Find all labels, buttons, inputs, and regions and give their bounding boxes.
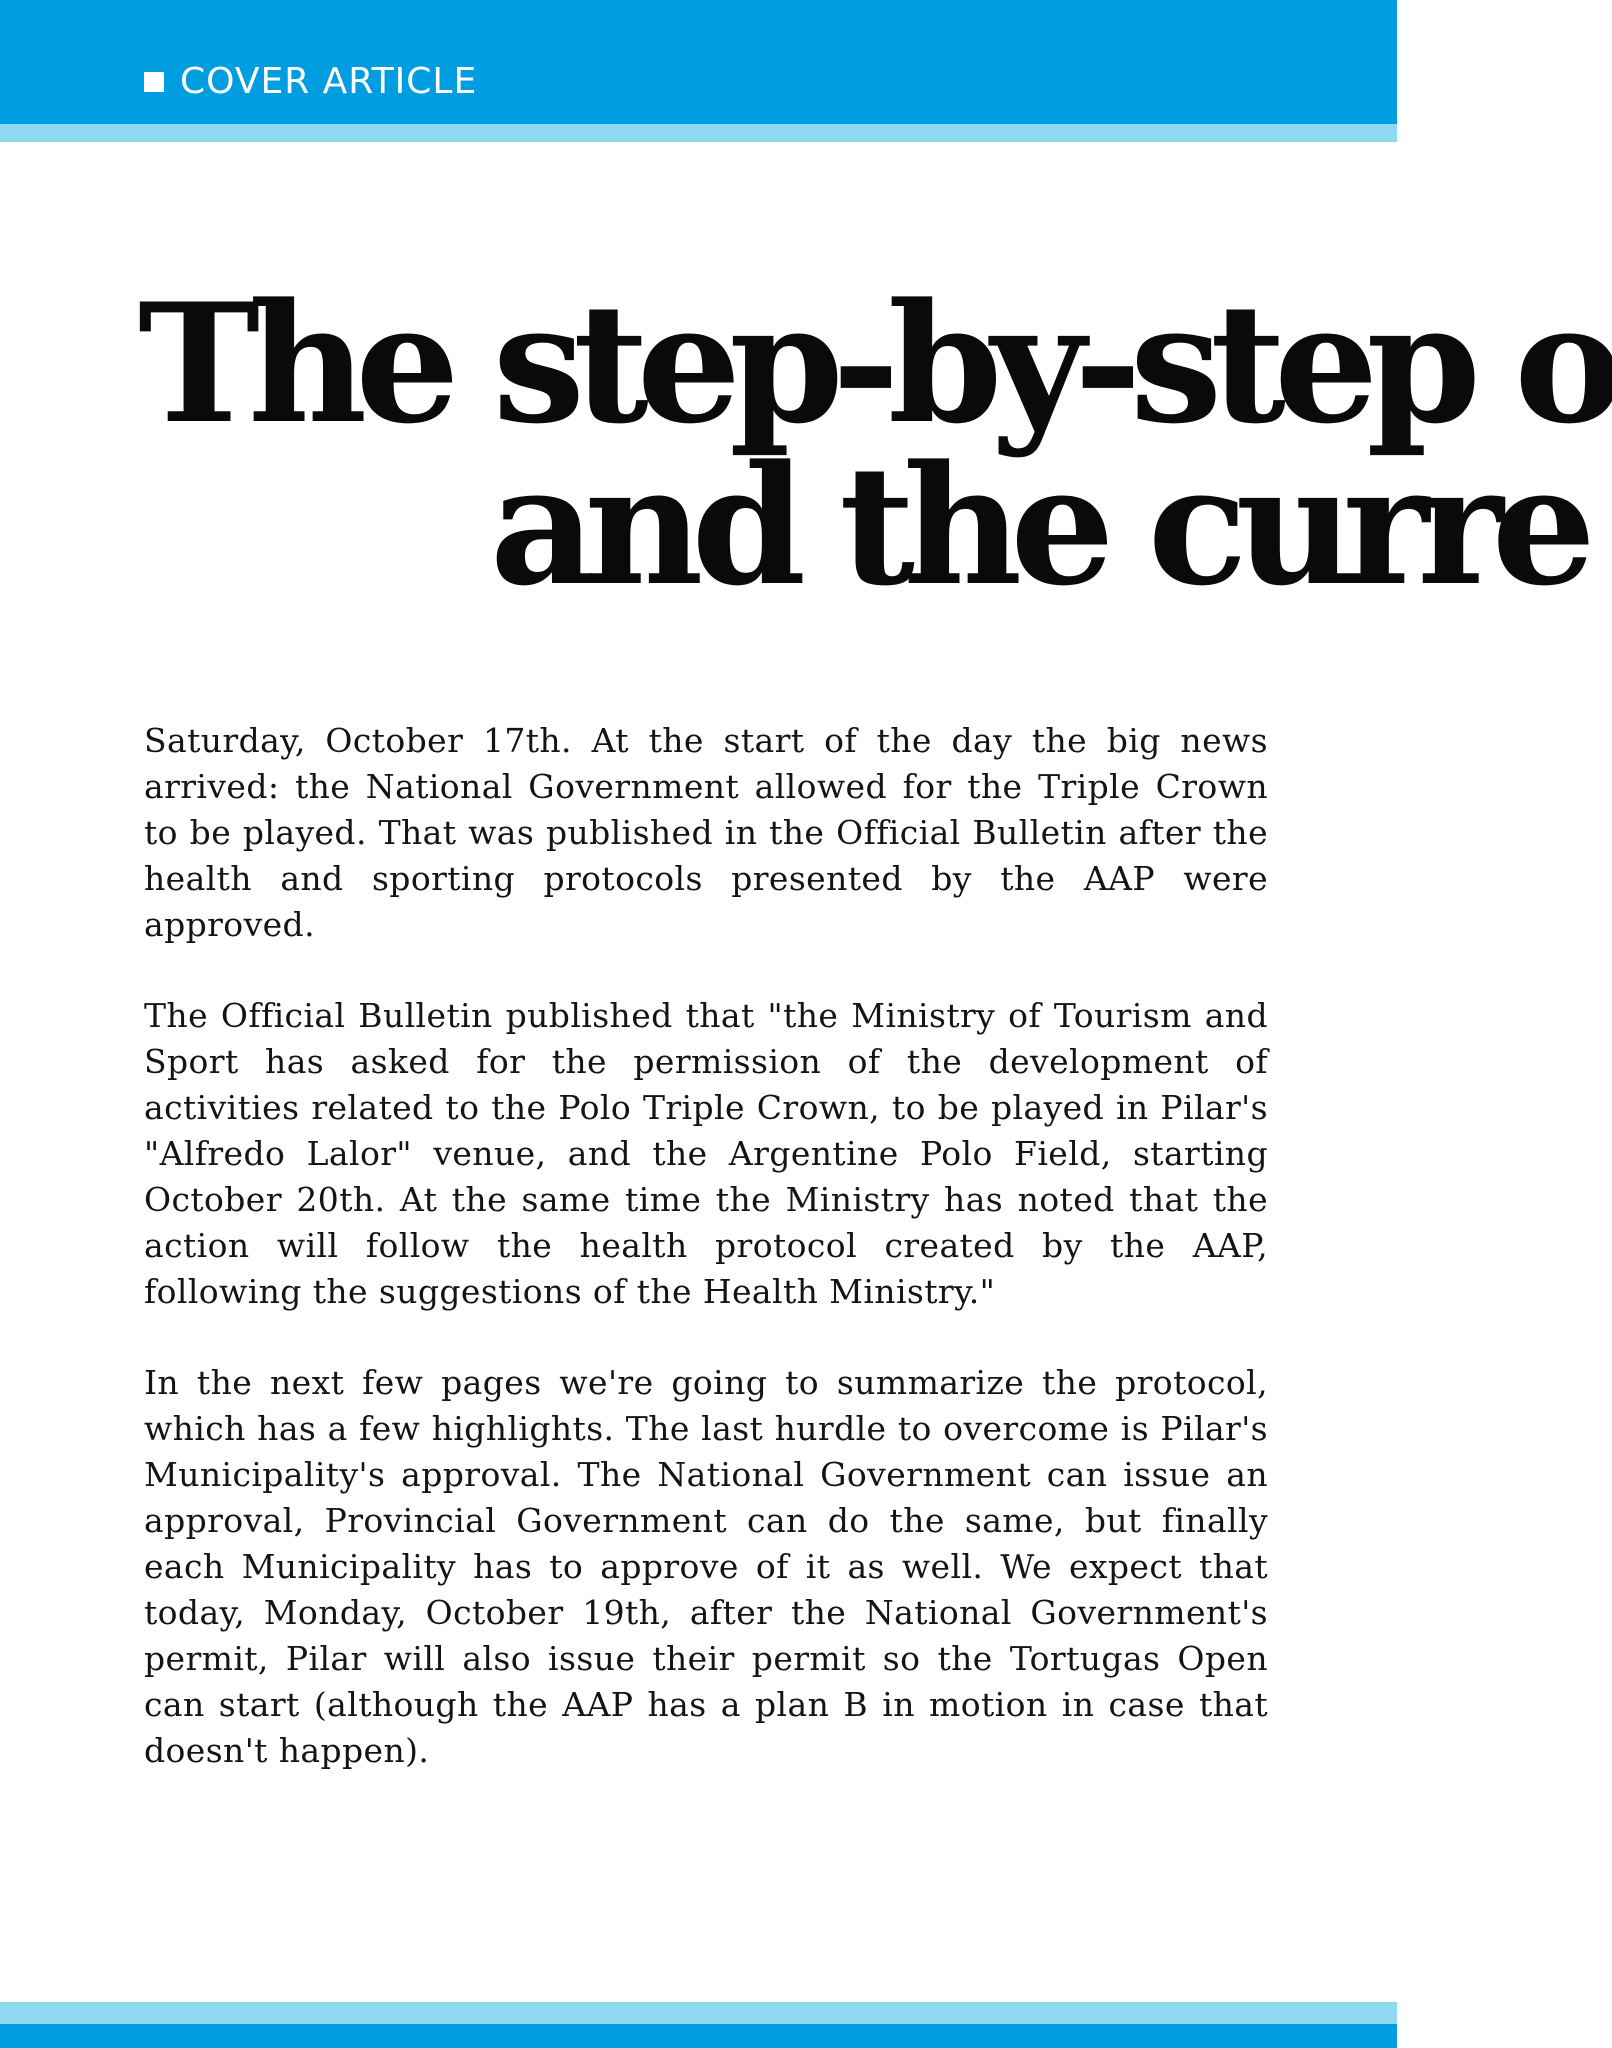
headline-line-2: and the curre (490, 429, 1584, 622)
paragraph-1: Saturday, October 17th. At the start of the day the big news arrived: the National Government allowed for the Triple Crown to be played. That was published in the Official Bulletin after the health and sporting protocols presented by the AAP were approved. (144, 721, 1268, 944)
paragraph-2: The Official Bulletin published that "the Ministry of Tourism and Sport has asked for the permission of the development of activities related to the Polo Triple Crown, to be played in Pilar's "Alfredo Lalor" venue, and the Argentine Polo Field, starting October 20th. At the same time the Ministry has noted that the action will follow the health protocol created by the AAP, following the suggestions of the Health Ministry." (144, 996, 1268, 1311)
paragraph-3: In the next few pages we're going to summarize the protocol, which has a few highlights. The last hurdle to overcome is Pilar's Municipality's approval. The National Government can issue an approval, Provincial Government can do the same, but finally each Municipality has to approve of it as well. We expect that today, Monday, October 19th, after the National Government's permit, Pilar will also issue their permit so the Tortugas Open can start (although the AAP has a plan B in motion in case that doesn't happen). (144, 1363, 1268, 1770)
footer-stripe (0, 2002, 1397, 2024)
headline-line-1: The step-by-step o (138, 267, 1612, 460)
footer-band (0, 2024, 1397, 2048)
section-label-text: COVER ARTICLE (180, 61, 478, 102)
headline (0, 0, 1612, 640)
article-body (144, 718, 1268, 1819)
